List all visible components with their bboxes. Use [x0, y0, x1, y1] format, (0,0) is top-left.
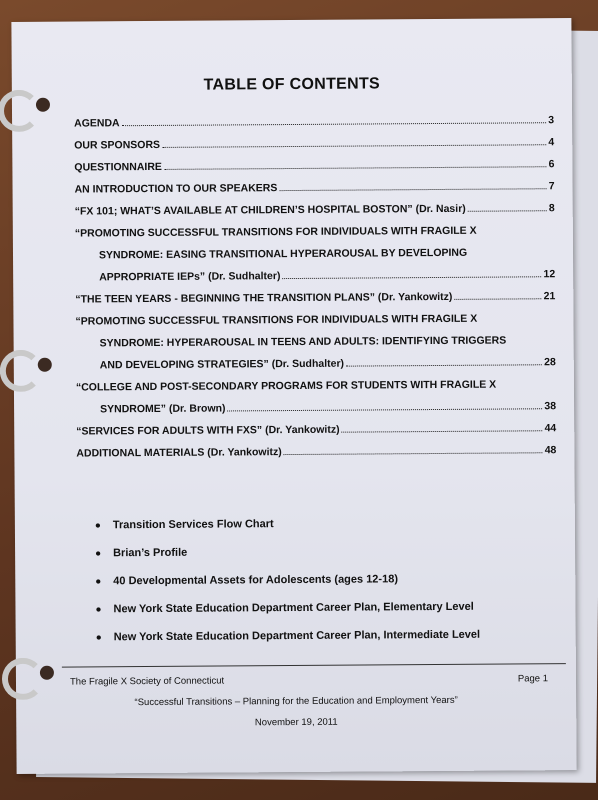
dot-leader	[468, 210, 547, 212]
punch-hole	[40, 666, 54, 680]
toc-page-number: 7	[548, 180, 555, 193]
toc-entry-text: “FX 101; WHAT’S AVAILABLE AT CHILDREN’S HOSPITAL BOSTON” (Dr. Nasir)	[74, 202, 466, 218]
toc-page-number: 4	[548, 136, 555, 149]
list-item-text: Brian’s Profile	[113, 546, 188, 560]
toc-entry-text: SYNDROME” (Dr. Brown)	[100, 402, 226, 416]
toc-entry	[76, 444, 556, 469]
toc-entry-text: ADDITIONAL MATERIALS (Dr. Yankowitz)	[76, 446, 282, 460]
dot-leader	[162, 144, 546, 148]
bullet-icon: ●	[95, 547, 102, 559]
footer-date: November 19, 2011	[254, 716, 338, 729]
footer-org: The Fragile X Society of Connecticut	[69, 675, 225, 688]
toc-entry-text: “PROMOTING SUCCESSFUL TRANSITIONS FOR INDIVIDUALS WITH FRAGILE X	[74, 224, 477, 240]
list-item	[95, 508, 545, 539]
dot-leader	[164, 166, 547, 170]
dot-leader	[282, 276, 541, 279]
toc-page-number: 44	[544, 422, 557, 435]
dot-leader	[346, 364, 542, 366]
toc-page-number: 38	[544, 400, 557, 413]
list-item-text: Transition Services Flow Chart	[112, 518, 274, 532]
binder-ring	[2, 658, 44, 700]
toc-page-number: 48	[544, 444, 557, 457]
toc-page-number: 3	[548, 114, 555, 127]
document-page	[11, 18, 576, 774]
toc-entry-text: “THE TEEN YEARS - BEGINNING THE TRANSITION PLANS” (Dr. Yankowitz)	[75, 290, 453, 306]
list-item-text: 40 Developmental Assets for Adolescents (ages 12-18)	[113, 573, 399, 588]
additional-materials-list	[95, 508, 546, 651]
punch-hole	[36, 98, 50, 112]
bullet-icon: ●	[95, 631, 102, 643]
toc-page-number: 28	[544, 356, 556, 369]
footer-page-number: Page 1	[517, 673, 549, 685]
bullet-icon: ●	[95, 603, 102, 615]
toc-entry-text: “PROMOTING SUCCESSFUL TRANSITIONS FOR INDIVIDUALS WITH FRAGILE X	[75, 312, 478, 328]
toc-entry-text: AND DEVELOPING STRATEGIES” (Dr. Sudhalter)	[99, 357, 345, 372]
list-item-text: New York State Education Department Career Plan, Intermediate Level	[113, 628, 481, 644]
toc-entry-text: “COLLEGE AND POST-SECONDARY PROGRAMS FOR STUDENTS WITH FRAGILE X	[75, 378, 497, 394]
toc-entry-text: “SERVICES FOR ADULTS WITH FXS” (Dr. Yankowitz)	[76, 423, 340, 438]
toc-entry-text: QUESTIONNAIRE	[74, 160, 162, 174]
table-of-contents	[74, 114, 556, 469]
toc-page-number: 21	[543, 290, 556, 303]
toc-entry-text: OUR SPONSORS	[74, 138, 161, 152]
toc-page-number: 8	[548, 202, 555, 215]
toc-page-number: 6	[548, 158, 555, 171]
dot-leader	[342, 430, 543, 432]
footer-divider	[62, 663, 566, 668]
list-item-text: New York State Education Department Career Plan, Elementary Level	[113, 600, 474, 616]
toc-entry-text: APPROPRIATE IEPs” (Dr. Sudhalter)	[99, 270, 281, 284]
dot-leader	[279, 188, 546, 191]
dot-leader	[122, 122, 547, 126]
toc-entry-text: SYNDROME: HYPERAROUSAL IN TEENS AND ADULTS: IDENTIFYING TRIGGERS	[99, 334, 507, 350]
list-item	[95, 536, 545, 567]
dot-leader	[284, 452, 543, 455]
dot-leader	[454, 298, 541, 300]
punch-hole	[38, 358, 52, 372]
binder-ring	[0, 90, 40, 132]
page-title: TABLE OF CONTENTS	[203, 75, 381, 94]
list-item	[95, 564, 545, 595]
toc-entry-text: AGENDA	[74, 117, 120, 130]
bullet-icon: ●	[94, 519, 101, 531]
list-item	[96, 620, 546, 651]
list-item	[95, 592, 545, 623]
footer-subtitle: “Successful Transitions – Planning for the Education and Employment Years”	[134, 694, 458, 709]
dot-leader	[228, 408, 543, 411]
toc-entry-text: SYNDROME: EASING TRANSITIONAL HYPERAROUSAL BY DEVELOPING	[98, 246, 468, 262]
toc-page-number: 12	[543, 268, 556, 281]
bullet-icon: ●	[95, 575, 102, 587]
binder-ring	[0, 350, 42, 392]
toc-entry-text: AN INTRODUCTION TO OUR SPEAKERS	[74, 182, 278, 196]
